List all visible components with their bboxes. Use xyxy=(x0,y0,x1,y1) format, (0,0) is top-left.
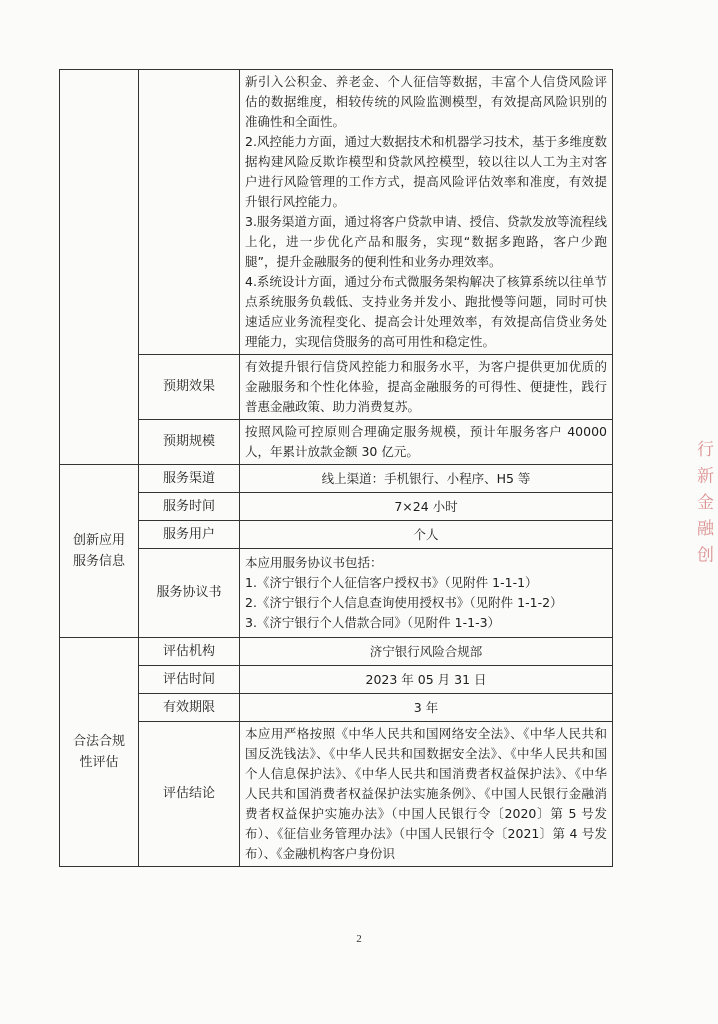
assessment-org-value: 济宁银行风险合规部 xyxy=(240,638,613,666)
description-paragraph-4: 4.系统设计方面，通过分布式微服务架构解决了核算系统以往单节点系统服务负载低、支持业务并发小、跑批慢等问题，同时可快速适应业务流程变化、提高会计处理效率，有效提高信贷业务处理能力，实现信贷服务的高可用性和稳定性。 xyxy=(245,274,607,349)
table-row xyxy=(60,722,613,867)
table-row xyxy=(60,465,613,493)
description-paragraph-3: 3.服务渠道方面，通过将客户贷款申请、授信、贷款发放等流程线上化，进一步优化产品和服务，实现“数据多跑路，客户少跑腿”，提升金融服务的便利性和业务办理效率。 xyxy=(245,214,607,269)
service-info-section-label xyxy=(60,465,139,638)
service-agreement-label: 服务协议书 xyxy=(139,549,240,638)
agreement-item-2: 2.《济宁银行个人信息查询使用授权书》（见附件 1-1-2） xyxy=(245,595,563,610)
table-row xyxy=(60,493,613,521)
table-row xyxy=(60,666,613,694)
assessment-date-label: 评估时间 xyxy=(139,666,240,694)
assessment-date-value: 2023 年 05 月 31 日 xyxy=(240,666,613,694)
table-row xyxy=(60,549,613,638)
validity-period-label: 有效期限 xyxy=(139,694,240,722)
compliance-label-text: 合法合规性评估 xyxy=(72,734,125,770)
service-info-label-text: 创新应用服务信息 xyxy=(72,533,125,569)
service-channel-label: 服务渠道 xyxy=(139,465,240,493)
compliance-section-label xyxy=(60,638,139,867)
assessment-org-label: 评估机构 xyxy=(139,638,240,666)
description-paragraph-1: 新引入公积金、养老金、个人征信等数据，丰富个人信贷风险评估的数据维度，相较传统的风险监测模型，有效提高风险识别的准确性和全面性。 xyxy=(245,74,607,129)
description-paragraph-2: 2.风控能力方面，通过大数据技术和机器学习技术，基于多维度数据构建风险反欺诈模型和贷款风控模型，较以往以人工为主对客户进行风险管理的工作方式，提高风险评估效率和准度，有效提升银行风控能力。 xyxy=(245,134,607,209)
table-row xyxy=(60,521,613,549)
table-row xyxy=(60,420,613,465)
table-row xyxy=(60,638,613,666)
service-user-value: 个人 xyxy=(240,521,613,549)
table-row xyxy=(60,70,613,355)
document-table xyxy=(59,69,613,867)
blank-label-cell xyxy=(139,70,240,355)
assessment-conclusion-label: 评估结论 xyxy=(139,722,240,867)
service-user-label: 服务用户 xyxy=(139,521,240,549)
validity-period-value: 3 年 xyxy=(240,694,613,722)
table-row xyxy=(60,355,613,420)
table-row xyxy=(60,694,613,722)
service-channel-value: 线上渠道：手机银行、小程序、H5 等 xyxy=(240,465,613,493)
service-time-label: 服务时间 xyxy=(139,493,240,521)
agreement-item-1: 1.《济宁银行个人征信客户授权书》（见附件 1-1-1） xyxy=(245,575,538,590)
expected-effect-value: 有效提升银行信贷风控能力和服务水平，为客户提供更加优质的金融服务和个性化体验，提高金融服务的可得性、便捷性，践行普惠金融政策、助力消费复苏。 xyxy=(245,359,607,414)
page-number: 2 xyxy=(356,933,362,945)
service-time-value: 7×24 小时 xyxy=(240,493,613,521)
agreement-item-3: 3.《济宁银行个人借款合同》（见附件 1-1-3） xyxy=(245,615,501,630)
blank-section-cell xyxy=(60,70,139,465)
agreement-intro: 本应用服务协议书包括： xyxy=(245,555,383,570)
assessment-conclusion-value: 本应用严格按照《中华人民共和国网络安全法》、《中华人民共和国反洗钱法》、《中华人民共和国数据安全法》、《中华人民共和国个人信息保护法》、《中华人民共和国消费者权益保护法》、《中华人民共和国消费者权益保护法实施条例》、《中国人民银行金融消费者权益保护实施办法》（中国人民银行令〔2020〕第 5 号发布）、《征信业务管理办法》（中国人民银行令〔2021〕第 4 号发布）、《金融机构客户身份识 xyxy=(245,726,607,861)
edge-stamp-mark: 行 新 金 融 创 xyxy=(693,440,713,565)
expected-scale-label: 预期规模 xyxy=(139,420,240,465)
expected-scale-value: 按照风险可控原则合理确定服务规模，预计年服务客户 40000 人，年累计放款金额 30 亿元。 xyxy=(245,424,607,459)
innovation-description-cell xyxy=(240,70,613,355)
expected-effect-label: 预期效果 xyxy=(139,355,240,420)
